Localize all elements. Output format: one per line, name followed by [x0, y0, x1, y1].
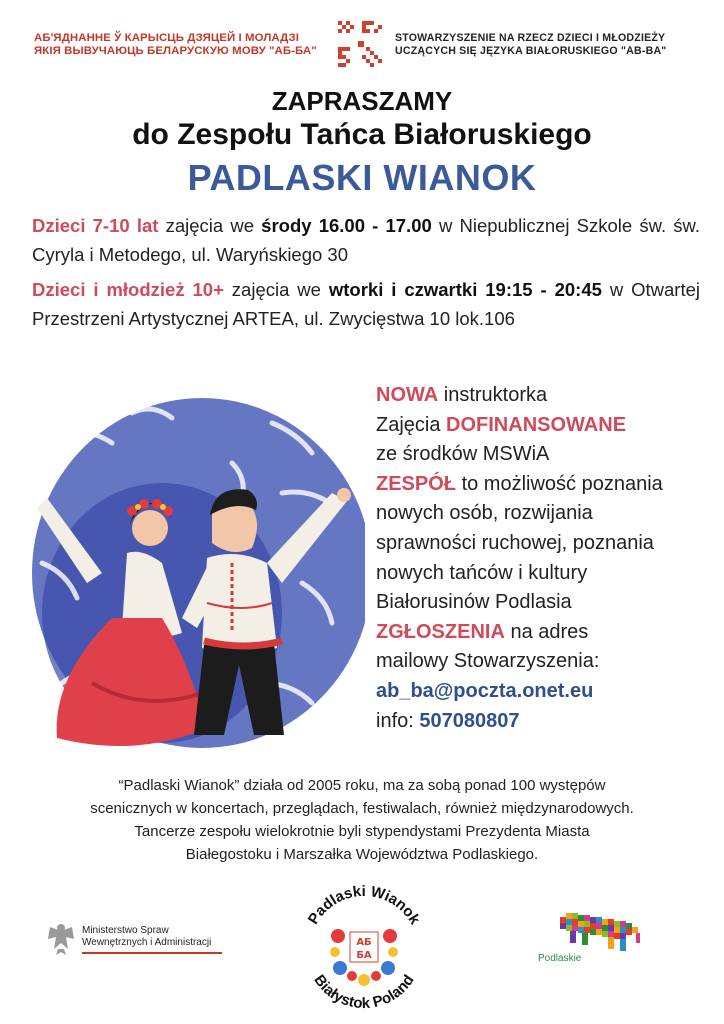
history-line-2: scenicznych w koncertach, przeglądach, festiwalach, również międzynarodowych.: [90, 800, 634, 817]
schedule-group-2: [32, 275, 700, 333]
group1-days: środy 16.00 - 17.00: [261, 215, 432, 236]
mswia-label: Ministerstwo Spraw Wewnętrznych i Administracji: [82, 925, 212, 948]
header-polish-name: [395, 32, 715, 58]
group1-text1: zajęcia we: [158, 215, 262, 236]
padlaski-wianok-emblem: [290, 876, 438, 1024]
info-line-8: Białorusinów Podlasia: [376, 591, 572, 614]
mswia-logo: [46, 921, 236, 961]
header-right-line1: STOWARZYSZENIE NA RZECZ DZIECI I MŁODZIEŻY: [395, 32, 666, 44]
abba-logo: [335, 18, 387, 72]
header-right-line2: UCZĄCYCH SIĘ JĘZYKA BIAŁORUSKIEGO "AB-BA": [395, 45, 667, 57]
svg-text:АБ: АБ: [356, 937, 372, 948]
history-line-3: Tancerze zespołu wielokrotnie byli stypendystami Prezydenta Miasta: [134, 823, 590, 840]
history-line-4: Białegostoku i Marszałka Województwa Podlaskiego.: [185, 846, 539, 863]
info-line-zespol: ZESPÓŁ to możliwość poznania: [376, 472, 663, 495]
ensemble-name: PADLASKI WIANOK: [187, 157, 537, 198]
header-left-line2: ЯКІЯ ВЫВУЧАЮЦЬ БЕЛАРУСКУЮ МОВУ "АБ-БА": [34, 45, 317, 57]
dancers-illustration: [32, 383, 365, 755]
header-belarusian-name: [34, 32, 334, 58]
invite-heading: ZAPRASZAMY: [271, 86, 453, 116]
info-line-6: sprawności ruchowej, poznania: [376, 531, 654, 554]
group2-days: wtorki i czwartki 19:15 - 20:45: [328, 279, 602, 300]
ensemble-heading: do Zespołu Tańca Białoruskiego: [132, 118, 592, 151]
info-line-instructor: NOWA instruktorka: [376, 384, 548, 406]
info-line-funding: Zajęcia DOFINANSOWANE: [376, 413, 627, 436]
info-line-registration: ZGŁOSZENIA na adres: [376, 620, 589, 643]
info-panel: [376, 381, 716, 736]
schedule-group-1: [32, 211, 700, 269]
contact-phone[interactable]: 507080807: [419, 709, 520, 732]
mswia-underline: [82, 952, 222, 954]
info-line-phone: info: 507080807: [376, 709, 520, 732]
group1-age: Dzieci 7-10 lat: [32, 215, 159, 236]
podlaskie-label: Podlaskie: [538, 953, 582, 964]
history-line-1: “Padlaski Wianok” działa od 2005 roku, ma za sobą ponad 100 występów: [118, 777, 606, 794]
group2-text1: zajęcia we: [223, 279, 329, 300]
svg-text:Padlaski Wianok: Padlaski Wianok: [304, 882, 424, 928]
group1-location: w Niepublicznej Szkole św. św. Cyryla i Metodego, ul. Waryńskiego 30: [32, 215, 700, 265]
info-line-10: mailowy Stowarzyszenia:: [376, 650, 600, 673]
svg-text:Białystok Poland: Białystok Poland: [310, 971, 418, 1013]
info-line-7: nowych tańców i kultury: [376, 561, 588, 584]
history-paragraph: [0, 774, 724, 866]
info-line-5: nowych osób, rozwijania: [376, 502, 593, 525]
group2-location: w Otwartej Przestrzeni Artystycznej ARTEA, ul. Zwycięstwa 10 lok.106: [32, 279, 700, 329]
info-line-mswia: ze środków MSWiA: [376, 443, 550, 466]
page-header: [0, 18, 724, 74]
svg-text:БА: БА: [356, 950, 372, 961]
header-left-line1: АБ'ЯДНАННЕ Ў КАРЫСЦЬ ДЗЯЦЕЙ І МОЛАДЗІ: [34, 32, 300, 44]
group2-age: Dzieci i młodzież 10+: [32, 279, 224, 300]
contact-email-link[interactable]: ab_ba@poczta.onet.eu: [376, 679, 594, 702]
polish-eagle-icon: [46, 921, 76, 957]
